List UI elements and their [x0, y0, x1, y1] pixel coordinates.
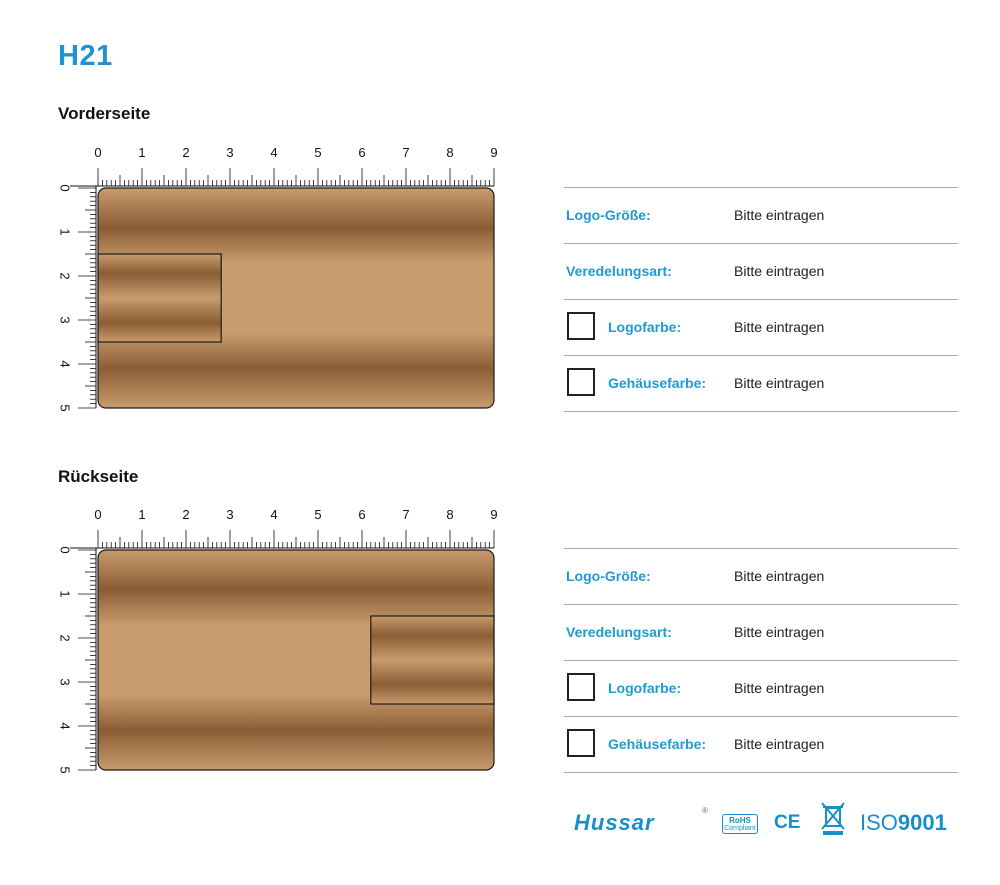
spec-value-field[interactable]: Bitte eintragen [734, 736, 825, 752]
color-swatch-checkbox[interactable] [567, 312, 595, 340]
registered-mark: ® [702, 806, 708, 815]
ruler-x-label: 2 [182, 507, 190, 522]
ruler-x-label: 2 [182, 145, 190, 160]
color-swatch-checkbox[interactable] [567, 673, 595, 701]
spec-value-field[interactable]: Bitte eintragen [734, 263, 825, 279]
ruler-x-label: 1 [138, 145, 146, 160]
logo-print-area [98, 254, 221, 342]
spec-label: Veredelungsart: [566, 624, 672, 640]
ruler-x-label: 3 [226, 507, 234, 522]
ce-mark: CE [774, 812, 801, 833]
ruler-x-label: 9 [490, 507, 498, 522]
front-section-label: Vorderseite [58, 104, 151, 123]
ruler-y-label: 3 [57, 316, 73, 324]
spec-value-field[interactable]: Bitte eintragen [734, 319, 825, 335]
spec-row [564, 299, 958, 355]
iso-number: 9001 [897, 810, 947, 835]
ruler-x-label: 3 [226, 145, 234, 160]
ruler-x-label: 8 [446, 507, 454, 522]
spec-value-field[interactable]: Bitte eintragen [734, 568, 825, 584]
back-section-label: Rückseite [58, 467, 139, 486]
page-title: H21 [58, 40, 113, 72]
ruler-y-label: 5 [57, 766, 73, 774]
certification-footer [574, 800, 954, 850]
ruler-y-label: 0 [57, 184, 73, 192]
spec-row [564, 660, 958, 716]
ruler-x-label: 7 [402, 507, 410, 522]
back-ruler-card [56, 502, 506, 774]
ruler-y-label: 3 [57, 678, 73, 686]
spec-row [564, 355, 958, 412]
front-ruler-card [56, 140, 506, 412]
ruler-y-label: 0 [57, 546, 73, 554]
iso-9001-mark [860, 810, 947, 836]
ruler-x-label: 4 [270, 145, 278, 160]
spec-row [564, 716, 958, 773]
spec-row [564, 187, 958, 243]
spec-row [564, 548, 958, 604]
ruler-x-label: 6 [358, 145, 366, 160]
spec-label: Veredelungsart: [566, 263, 672, 279]
spec-value-field[interactable]: Bitte eintragen [734, 680, 825, 696]
spec-label: Gehäusefarbe: [608, 736, 707, 752]
ruler-y-label: 1 [57, 590, 73, 598]
spec-value-field[interactable]: Bitte eintragen [734, 624, 825, 640]
ruler-x-label: 4 [270, 507, 278, 522]
ruler-x-label: 6 [358, 507, 366, 522]
ruler-x-label: 5 [314, 145, 322, 160]
spec-row [564, 604, 958, 660]
ruler-x-label: 8 [446, 145, 454, 160]
spec-label: Logofarbe: [608, 319, 682, 335]
ruler-x-label: 0 [94, 507, 102, 522]
ruler-y-label: 5 [57, 404, 73, 412]
spec-row [564, 243, 958, 299]
front-spec-table [564, 187, 958, 412]
spec-label: Gehäusefarbe: [608, 375, 707, 391]
ruler-y-label: 4 [57, 360, 73, 368]
spec-value-field[interactable]: Bitte eintragen [734, 207, 825, 223]
iso-prefix: ISO [860, 810, 898, 835]
ruler-x-label: 5 [314, 507, 322, 522]
hussar-logo: Hussar [574, 810, 655, 835]
rohs-badge [722, 814, 758, 834]
color-swatch-checkbox[interactable] [567, 368, 595, 396]
rohs-subtext: Compliant [724, 825, 756, 832]
spec-value-field[interactable]: Bitte eintragen [734, 375, 825, 391]
ruler-y-label: 2 [57, 272, 73, 280]
color-swatch-checkbox[interactable] [567, 729, 595, 757]
logo-print-area [371, 616, 494, 704]
ruler-x-label: 0 [94, 145, 102, 160]
ruler-x-label: 9 [490, 145, 498, 160]
ruler-y-label: 4 [57, 722, 73, 730]
ruler-y-label: 2 [57, 634, 73, 642]
weee-bin-icon [820, 800, 846, 836]
ruler-x-label: 1 [138, 507, 146, 522]
back-spec-table [564, 548, 958, 773]
rohs-text: RoHS [729, 816, 751, 825]
spec-label: Logo-Größe: [566, 568, 651, 584]
spec-label: Logofarbe: [608, 680, 682, 696]
spec-label: Logo-Größe: [566, 207, 651, 223]
ruler-y-label: 1 [57, 228, 73, 236]
ruler-x-label: 7 [402, 145, 410, 160]
